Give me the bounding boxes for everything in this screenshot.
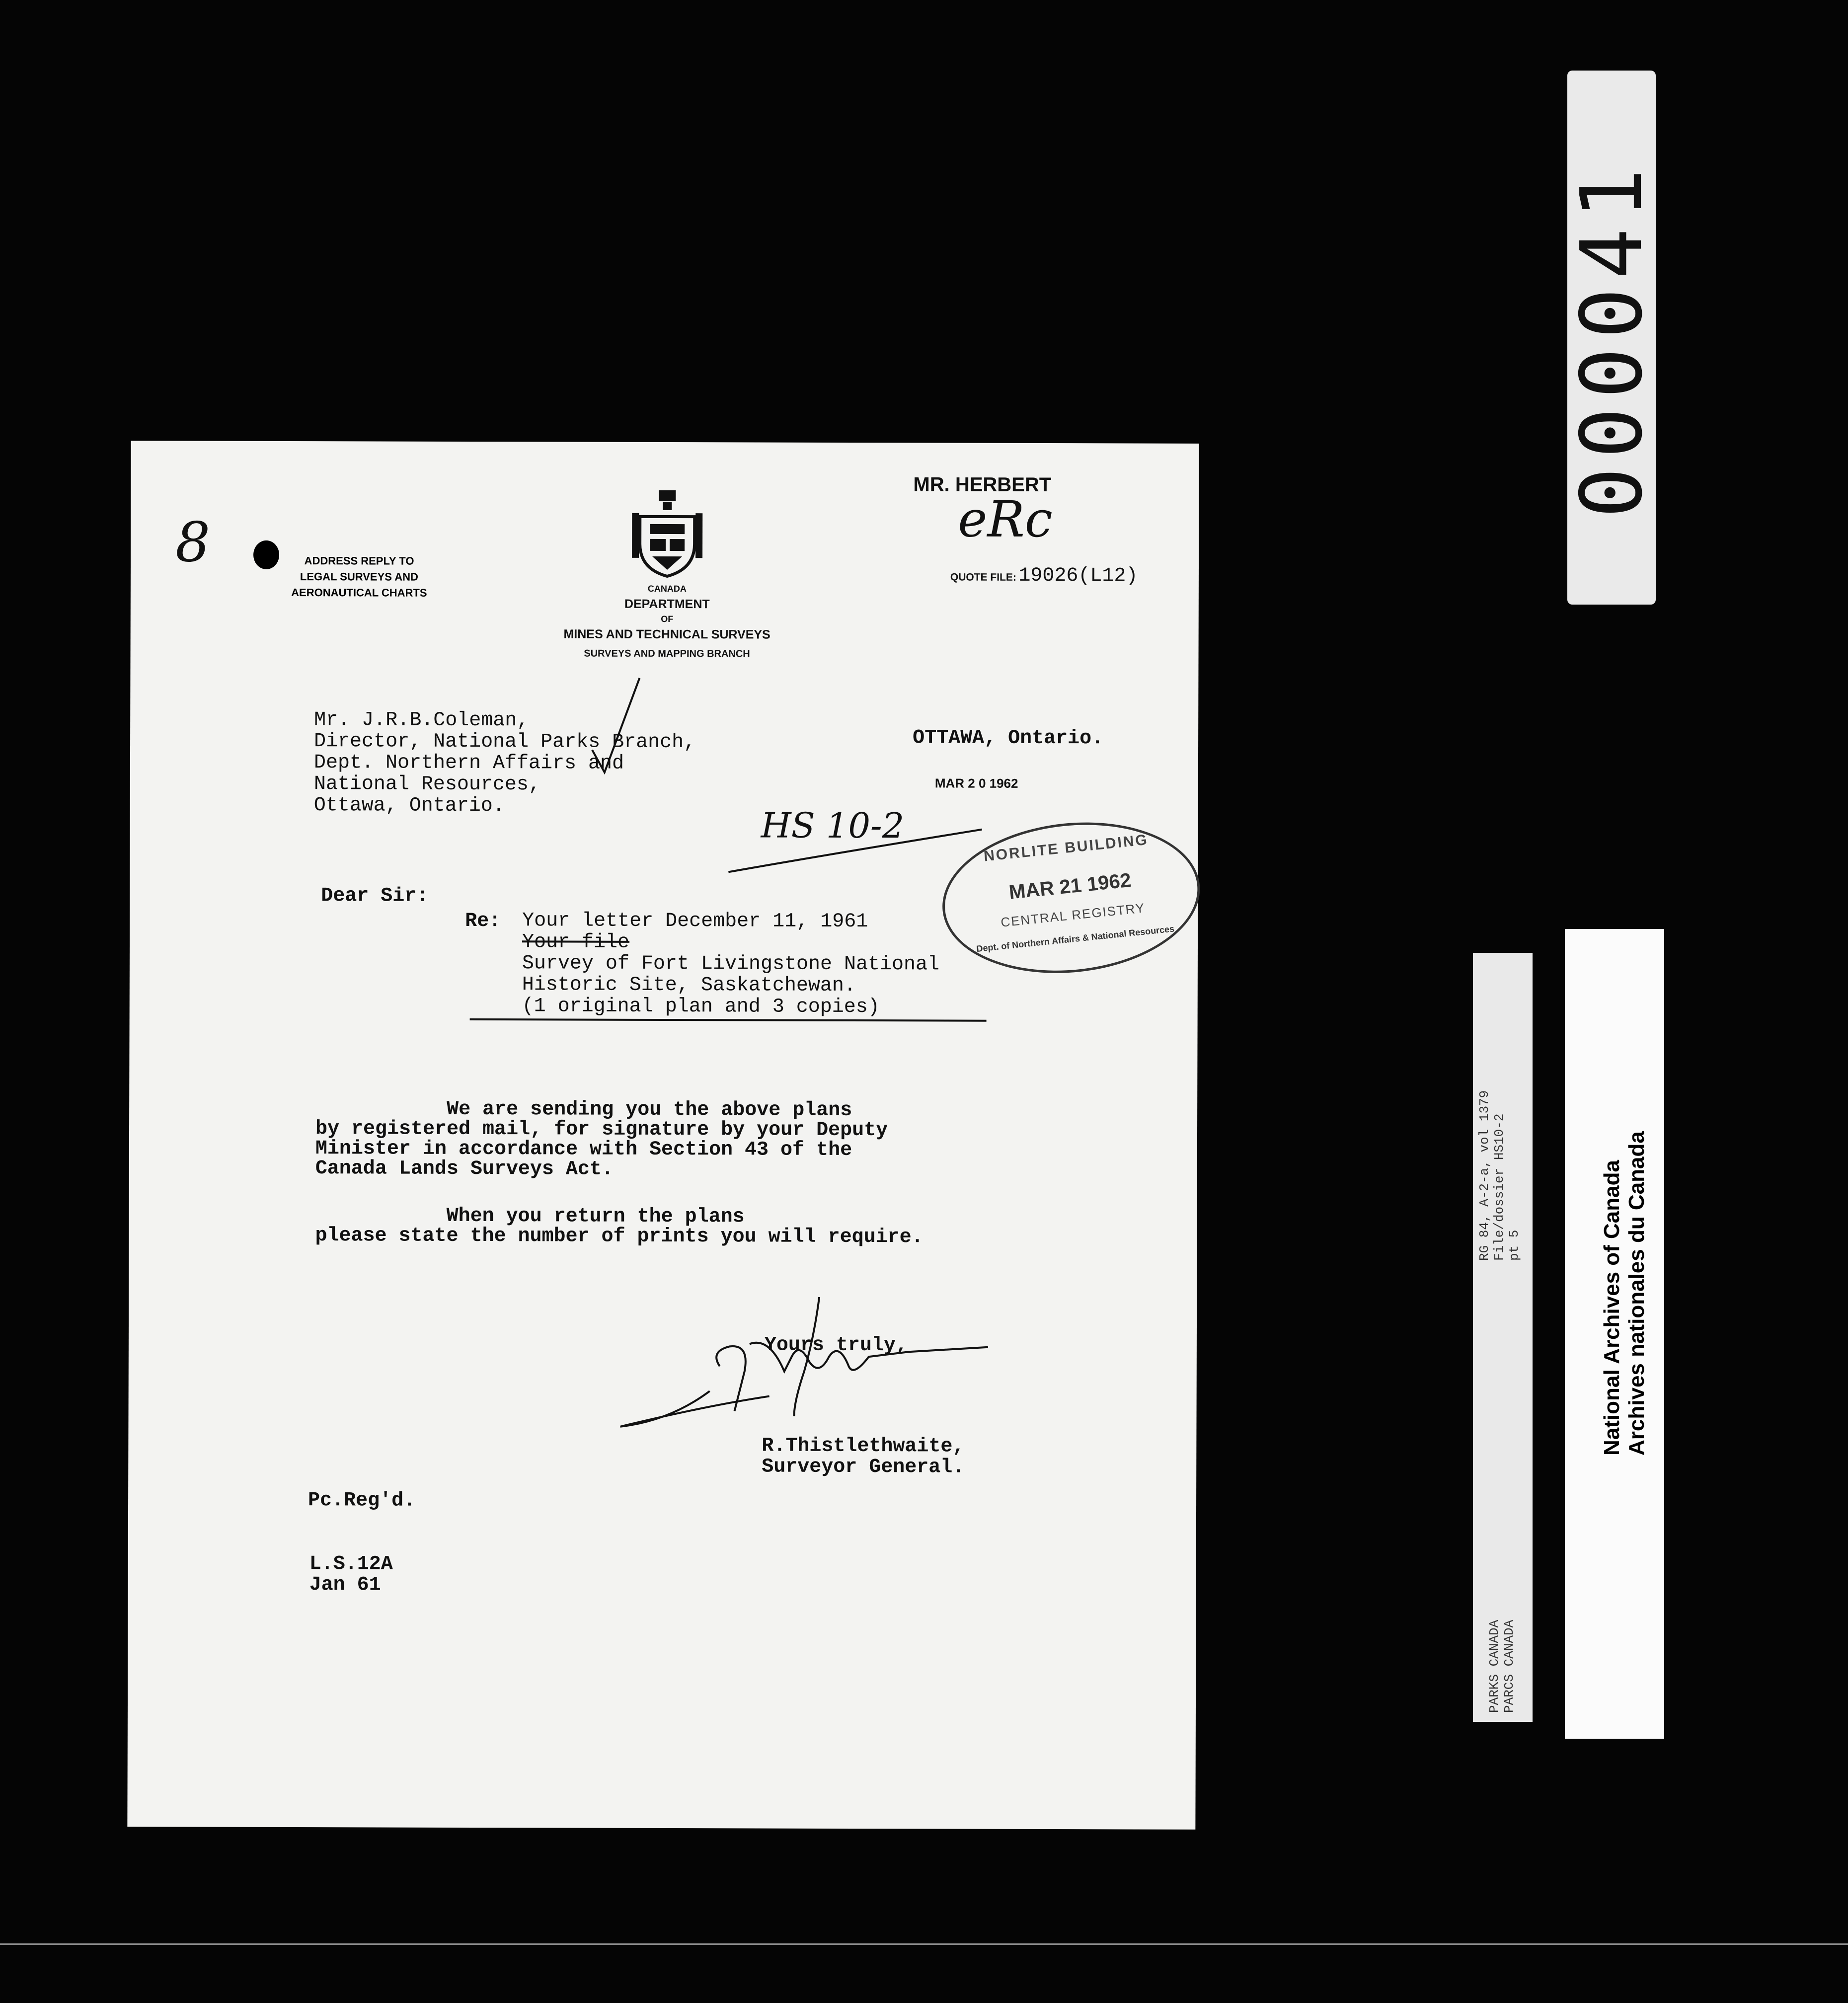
institution-line: Archives nationales du Canada <box>1624 1131 1649 1456</box>
recipient-line: Director, National Parks Branch, <box>314 730 696 754</box>
re-line: (1 original plan and 3 copies) <box>522 995 880 1019</box>
attention-note: MR. HERBERT <box>913 473 1052 496</box>
re-block <box>522 910 940 1018</box>
signature-scrawl <box>620 1297 998 1437</box>
recipient-line: National Resources, <box>313 773 540 796</box>
address-reply-line: AERONAUTICAL CHARTS <box>291 586 427 599</box>
place-line: OTTAWA, Ontario. <box>913 727 1104 750</box>
address-reply-block <box>280 553 439 601</box>
department-heading <box>518 582 816 664</box>
department-line: MINES AND TECHNICAL SURVEYS <box>563 627 770 642</box>
archive-reference-line: pt 5 <box>1507 1230 1522 1261</box>
institution-name <box>1600 1108 1649 1456</box>
address-reply-line: LEGAL SURVEYS AND <box>300 570 418 583</box>
ink-blot <box>253 540 279 569</box>
body-line: Canada Lands Surveys Act. <box>315 1157 614 1181</box>
letter-page <box>127 441 1199 1830</box>
quote-file-value: 19026(L12) <box>1018 564 1138 588</box>
body-line: When you return the plans <box>315 1205 745 1229</box>
stamp-department: Dept. of Northern Affairs & National Resources <box>976 924 1175 954</box>
signatory-block <box>762 1436 964 1478</box>
check-mark-icon <box>587 676 642 775</box>
re-line-struck: Your file <box>522 931 630 954</box>
institution-label <box>1565 929 1664 1739</box>
handwritten-underline <box>726 820 984 880</box>
body-line: by registered mail, for signature by your Deputy <box>315 1118 888 1142</box>
archive-reference-line: RG 84, A-2-a, vol 1379 <box>1477 1090 1492 1261</box>
scan-bottom-rule <box>0 1943 1848 1945</box>
form-code <box>309 1554 393 1596</box>
re-underline <box>470 1018 987 1022</box>
salutation: Dear Sir: <box>321 885 429 908</box>
enclosure-note: Pc.Reg'd. <box>308 1489 416 1512</box>
form-code-line: L.S.12A <box>309 1553 393 1576</box>
institution-line: National Archives of Canada <box>1600 1160 1624 1456</box>
body-paragraph-2 <box>315 1206 923 1247</box>
signatory-name: R.Thistlethwaite, <box>762 1435 965 1458</box>
re-line: Historic Site, Saskatchewan. <box>522 974 856 998</box>
closing: Yours truly, <box>764 1334 908 1357</box>
department-line: DEPARTMENT <box>624 597 710 612</box>
handwritten-initials: eRc <box>958 490 1053 549</box>
agency-line: PARKS CANADA <box>1487 1619 1502 1713</box>
recipient-line: Ottawa, Ontario. <box>313 794 505 818</box>
quote-file <box>950 565 1138 588</box>
branch-name: SURVEYS AND MAPPING BRANCH <box>584 648 750 660</box>
form-code-line: Jan 61 <box>309 1574 381 1597</box>
frame-counter-card <box>1563 71 1661 605</box>
frame-counter: 000041 <box>1563 159 1661 519</box>
handwritten-file-note: HS 10-2 <box>761 805 905 847</box>
body-line: We are sending you the above plans <box>315 1098 852 1122</box>
quote-file-label: QUOTE FILE: <box>950 571 1016 583</box>
department-line: OF <box>661 614 674 624</box>
body-paragraph-1 <box>315 1099 888 1180</box>
date-stamp: MAR 2 0 1962 <box>934 775 1018 791</box>
country-name: CANADA <box>647 583 687 594</box>
agency-line: PARCS CANADA <box>1502 1619 1517 1713</box>
handwritten-page-number: 8 <box>175 510 211 574</box>
recipient-line: Mr. J.R.B.Coleman, <box>314 709 529 732</box>
body-line: Minister in accordance with Section 43 of the <box>315 1138 852 1161</box>
body-line: please state the number of prints you will require. <box>315 1225 924 1249</box>
coat-of-arms-icon <box>630 489 704 579</box>
recipient-line: Dept. Northern Affairs and <box>313 752 624 775</box>
stamp-registry: CENTRAL REGISTRY <box>1000 900 1146 930</box>
archive-reference-strip <box>1473 953 1533 1722</box>
stamp-building: NORLITE BUILDING <box>983 831 1150 865</box>
re-label: Re: <box>465 910 501 933</box>
re-line: Survey of Fort Livingstone National <box>522 952 940 976</box>
re-line: Your letter December 11, 1961 <box>522 910 868 933</box>
archive-reference <box>1477 963 1522 1261</box>
archive-reference-line: File/dossier HS10-2 <box>1492 1113 1507 1261</box>
stamp-date: MAR 21 1962 <box>1007 869 1132 904</box>
signatory-title: Surveyor General. <box>762 1456 965 1479</box>
address-reply-line: ADDRESS REPLY TO <box>304 554 414 567</box>
agency-name <box>1487 1524 1517 1713</box>
